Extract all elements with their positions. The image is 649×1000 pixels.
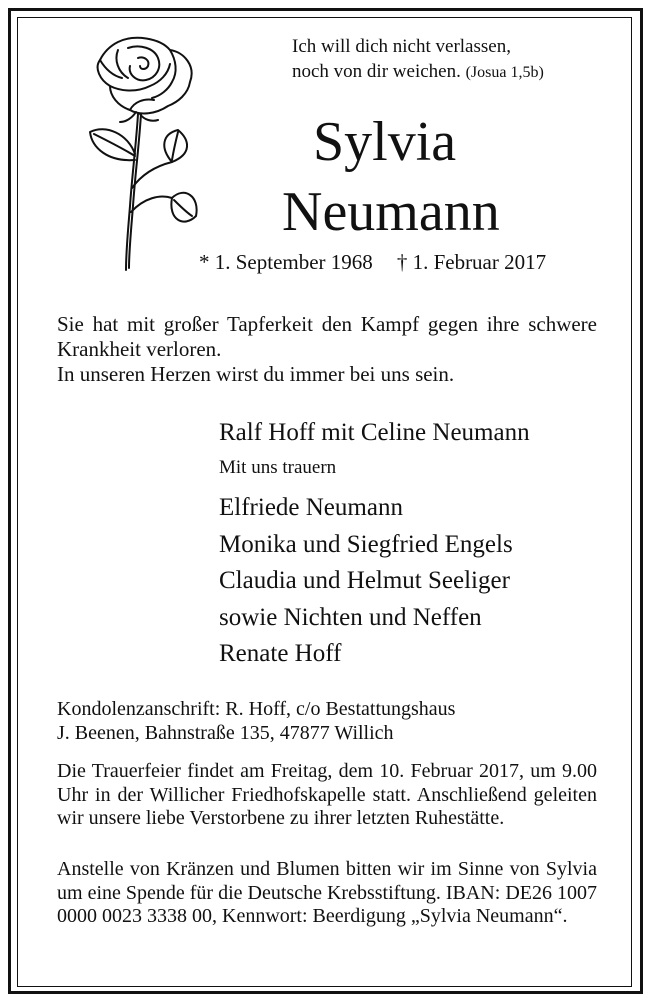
condolence-line-2: J. Beenen, Bahnstraße 135, 47877 Willich bbox=[57, 721, 394, 744]
mourners-list bbox=[219, 490, 530, 673]
ceremony-info bbox=[57, 760, 597, 831]
mourners-block bbox=[219, 418, 530, 673]
memorial-message bbox=[57, 312, 597, 387]
deceased-last-name: Neumann bbox=[282, 181, 500, 243]
birth-date: * 1. September 1968 bbox=[199, 250, 373, 274]
message-line-1: Sie hat mit großer Tapferkeit den Kampf gegen ihre schwere Krankheit verloren. bbox=[57, 312, 597, 361]
message-line-2: In unseren Herzen wirst du immer bei uns sein. bbox=[57, 362, 455, 386]
mourner-item: Claudia und Helmut Seeliger bbox=[219, 567, 510, 594]
mourners-subheading: Mit uns trauern bbox=[219, 457, 337, 478]
deceased-first-name: Sylvia bbox=[313, 111, 457, 173]
verse-line-2-text: noch von dir weichen. bbox=[292, 61, 461, 82]
condolence-line-1: Kondolenzanschrift: R. Hoff, c/o Bestattungshaus bbox=[57, 698, 456, 720]
verse-line-1: Ich will dich nicht verlassen, bbox=[292, 36, 511, 57]
rose-icon bbox=[88, 36, 198, 274]
verse-line-2 bbox=[292, 59, 544, 85]
donation-text: Anstelle von Kränzen und Blumen bitten wir im Sinne von Sylvia um eine Spende für die Deutsche Krebsstiftung. IBAN: DE26 1007 0000 0023 3338 00, Kennwort: Beerdigung „Sylvia Neumann“. bbox=[57, 858, 597, 927]
bible-verse bbox=[292, 34, 544, 85]
mourner-item: sowie Nichten und Neffen bbox=[219, 603, 482, 631]
death-date: † 1. Februar 2017 bbox=[396, 250, 547, 274]
ceremony-text: Die Trauerfeier findet am Freitag, dem 10. Februar 2017, um 9.00 Uhr in der Willicher Friedhofskapelle statt. Anschließend geleiten wir unsere liebe Verstorbene zu ihrer letzten Ruhestätte. bbox=[57, 760, 597, 829]
condolence-address bbox=[57, 698, 597, 745]
mourner-item: Monika und Siegfried Engels bbox=[219, 530, 513, 558]
verse-reference: (Josua 1,5b) bbox=[465, 64, 544, 81]
mourner-item: Renate Hoff bbox=[219, 640, 342, 667]
donation-info bbox=[57, 858, 597, 929]
life-dates bbox=[199, 250, 546, 275]
main-mourners: Ralf Hoff mit Celine Neumann bbox=[219, 419, 530, 446]
mourner-item: Elfriede Neumann bbox=[219, 494, 403, 521]
